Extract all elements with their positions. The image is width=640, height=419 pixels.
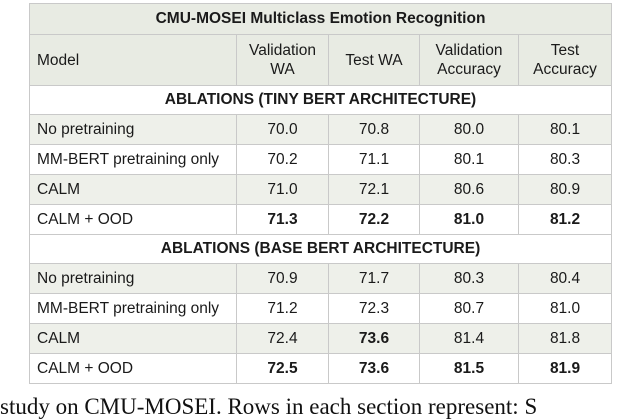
- value-cell-val-acc: 80.3: [420, 264, 519, 294]
- model-name-cell: CALM + OOD: [30, 205, 237, 235]
- column-header: Validation Accuracy: [420, 35, 519, 86]
- value-cell-test-acc: 81.0: [519, 294, 612, 324]
- table-title-row: [30, 4, 612, 35]
- value-cell-val-acc: 81.4: [420, 324, 519, 354]
- value-cell-val-wa: 70.0: [237, 115, 329, 145]
- value-cell-val-acc: 80.7: [420, 294, 519, 324]
- value-cell-val-acc: 81.5: [420, 354, 519, 384]
- table-row: [30, 294, 612, 324]
- value-cell-test-wa: 73.6: [329, 354, 420, 384]
- value-cell-val-acc: 80.0: [420, 115, 519, 145]
- figure-caption: study on CMU-MOSEI. Rows in each section represent: S: [0, 394, 538, 419]
- value-cell-val-wa: 71.0: [237, 175, 329, 205]
- column-header: Test WA: [329, 35, 420, 86]
- model-name-cell: MM-BERT pretraining only: [30, 145, 237, 175]
- column-header: Test Accuracy: [519, 35, 612, 86]
- model-name-cell: CALM: [30, 175, 237, 205]
- value-cell-test-acc: 81.9: [519, 354, 612, 384]
- value-cell-val-acc: 81.0: [420, 205, 519, 235]
- value-cell-val-wa: 72.5: [237, 354, 329, 384]
- model-name-cell: No pretraining: [30, 264, 237, 294]
- table-header-row: [30, 35, 612, 86]
- section-title: ABLATIONS (TINY BERT ARCHITECTURE): [30, 86, 612, 115]
- section-header-row: [30, 86, 612, 115]
- section-title: ABLATIONS (BASE BERT ARCHITECTURE): [30, 235, 612, 264]
- table-row: [30, 264, 612, 294]
- table-row: [30, 324, 612, 354]
- value-cell-val-wa: 72.4: [237, 324, 329, 354]
- table-title: CMU-MOSEI Multiclass Emotion Recognition: [30, 4, 612, 35]
- table-row: [30, 354, 612, 384]
- value-cell-test-acc: 81.2: [519, 205, 612, 235]
- value-cell-val-wa: 70.9: [237, 264, 329, 294]
- value-cell-test-wa: 71.7: [329, 264, 420, 294]
- value-cell-val-wa: 71.3: [237, 205, 329, 235]
- value-cell-val-acc: 80.1: [420, 145, 519, 175]
- value-cell-val-wa: 71.2: [237, 294, 329, 324]
- model-name-cell: CALM + OOD: [30, 354, 237, 384]
- column-header: Validation WA: [237, 35, 329, 86]
- value-cell-test-wa: 71.1: [329, 145, 420, 175]
- table-row: [30, 175, 612, 205]
- table-row: [30, 115, 612, 145]
- table-row: [30, 205, 612, 235]
- value-cell-test-acc: 81.8: [519, 324, 612, 354]
- value-cell-test-wa: 72.3: [329, 294, 420, 324]
- model-name-cell: CALM: [30, 324, 237, 354]
- value-cell-test-acc: 80.1: [519, 115, 612, 145]
- value-cell-test-wa: 70.8: [329, 115, 420, 145]
- value-cell-val-wa: 70.2: [237, 145, 329, 175]
- value-cell-test-acc: 80.4: [519, 264, 612, 294]
- model-name-cell: No pretraining: [30, 115, 237, 145]
- results-table: [29, 3, 612, 384]
- model-name-cell: MM-BERT pretraining only: [30, 294, 237, 324]
- table-row: [30, 145, 612, 175]
- value-cell-test-acc: 80.3: [519, 145, 612, 175]
- value-cell-test-acc: 80.9: [519, 175, 612, 205]
- value-cell-val-acc: 80.6: [420, 175, 519, 205]
- value-cell-test-wa: 73.6: [329, 324, 420, 354]
- column-header: Model: [30, 35, 237, 86]
- value-cell-test-wa: 72.2: [329, 205, 420, 235]
- section-header-row: [30, 235, 612, 264]
- value-cell-test-wa: 72.1: [329, 175, 420, 205]
